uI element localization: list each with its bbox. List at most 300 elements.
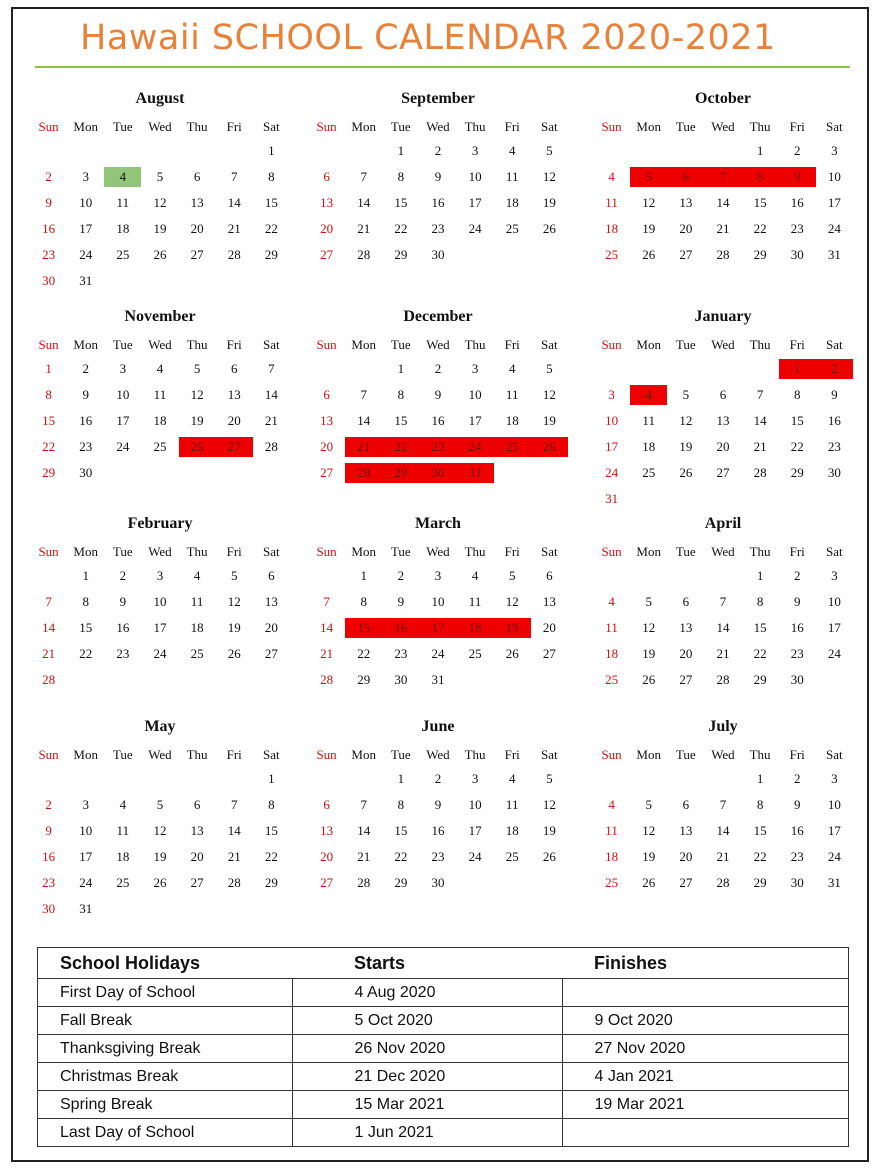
week-row	[593, 382, 853, 408]
weekday-label: Sun	[316, 337, 337, 352]
day-cell: 7	[719, 797, 727, 812]
day-cell: 18	[190, 620, 204, 635]
empty-cell	[593, 566, 630, 586]
weekday-label: Wed	[148, 544, 172, 559]
weekday-label: Tue	[112, 337, 133, 352]
weekday-label: Thu	[749, 119, 771, 134]
holiday-finish	[562, 1119, 849, 1147]
month-grid	[593, 116, 853, 268]
day-cell: 10	[468, 387, 482, 402]
weekday-label: Mon	[73, 747, 98, 762]
day-cell: 18	[642, 439, 656, 454]
empty-cell	[253, 670, 290, 690]
day-cell: 11	[116, 823, 130, 838]
day-cell: 4	[508, 143, 516, 158]
day-cell: 18	[505, 413, 519, 428]
day-cell: 26	[153, 247, 167, 262]
day-cell: 20	[227, 413, 241, 428]
day-cell: 20	[679, 646, 693, 661]
day-cell: 7	[230, 169, 238, 184]
weekday-label: Mon	[636, 747, 661, 762]
week-row	[593, 667, 853, 693]
day-cell: 16	[431, 823, 445, 838]
day-cell: 20	[320, 849, 334, 864]
day-cell: 5	[645, 594, 652, 609]
day-cell: 19	[642, 849, 656, 864]
day-cell: 14	[42, 620, 56, 635]
day-cell: 23	[419, 437, 456, 457]
day-cell: 8	[268, 797, 275, 812]
day-cell: 29	[382, 463, 419, 483]
day-cell: 15	[753, 620, 767, 635]
title-divider	[35, 66, 850, 68]
day-cell: 27	[320, 465, 334, 480]
week-row	[593, 138, 853, 164]
day-cell: 29	[753, 875, 767, 890]
week-row	[308, 382, 568, 408]
weekday-label: Tue	[675, 337, 696, 352]
weekday-label: Fri	[226, 337, 242, 352]
day-cell: 1	[360, 568, 367, 583]
weekday-header	[30, 116, 290, 138]
day-cell: 28	[716, 247, 730, 262]
weekday-label: Sun	[601, 119, 622, 134]
empty-cell	[779, 489, 816, 509]
day-cell: 15	[394, 823, 408, 838]
day-cell: 26	[542, 849, 556, 864]
day-cell: 5	[230, 568, 238, 583]
day-cell: 16	[431, 413, 445, 428]
day-cell: 11	[605, 823, 618, 838]
day-cell: 14	[357, 823, 371, 838]
day-cell: 17	[419, 618, 456, 638]
empty-cell	[593, 769, 630, 789]
month-grid	[30, 334, 290, 486]
day-cell: 15	[264, 195, 278, 210]
day-cell: 11	[605, 620, 618, 635]
weekday-label: Sat	[263, 337, 280, 352]
month-grid	[30, 116, 290, 294]
weekday-label: Fri	[226, 544, 242, 559]
weekday-label: Sat	[826, 337, 843, 352]
day-cell: 30	[394, 672, 408, 687]
day-cell: 13	[227, 387, 241, 402]
table-row	[38, 1063, 849, 1091]
day-cell: 8	[360, 594, 367, 609]
week-row	[593, 216, 853, 242]
month-name: September	[401, 90, 475, 107]
empty-cell	[816, 489, 853, 509]
day-cell: 9	[45, 823, 52, 838]
day-cell: 20	[190, 849, 204, 864]
day-cell: 6	[682, 797, 690, 812]
day-cell: 8	[397, 169, 405, 184]
day-cell: 6	[546, 568, 553, 583]
day-cell: 22	[753, 646, 767, 661]
week-row	[593, 615, 853, 641]
empty-cell	[531, 873, 568, 893]
day-cell: 26	[505, 646, 519, 661]
weekday-label: Sat	[541, 119, 558, 134]
weekday-label: Tue	[675, 747, 696, 762]
day-cell: 8	[756, 797, 764, 812]
day-cell: 20	[320, 439, 334, 454]
day-cell: 6	[268, 568, 275, 583]
day-cell: 24	[431, 646, 445, 661]
weekday-label: Sat	[263, 119, 280, 134]
day-cell: 1	[397, 143, 405, 158]
weekday-label: Sun	[316, 119, 337, 134]
empty-cell	[457, 873, 494, 893]
day-cell: 30	[790, 672, 804, 687]
empty-cell	[704, 489, 741, 509]
day-cell: 1	[268, 143, 275, 158]
day-cell: 28	[716, 672, 730, 687]
weekday-label: Fri	[789, 119, 805, 134]
month-september	[308, 90, 568, 300]
day-cell: 11	[468, 594, 482, 609]
day-cell: 2	[793, 143, 801, 158]
day-cell: 22	[79, 646, 93, 661]
day-cell: 6	[323, 797, 330, 812]
header-starts: Starts	[292, 948, 562, 979]
day-cell: 7	[360, 169, 367, 184]
day-cell: 9	[793, 594, 801, 609]
month-name: January	[694, 308, 752, 325]
empty-cell	[667, 566, 704, 586]
day-cell: 7	[719, 594, 727, 609]
day-cell: 30	[431, 247, 445, 262]
empty-cell	[494, 463, 531, 483]
day-cell: 17	[79, 221, 93, 236]
day-cell: 22	[753, 849, 767, 864]
month-name: August	[135, 90, 185, 107]
week-row	[30, 164, 290, 190]
day-cell: 14	[320, 620, 334, 635]
day-cell: 29	[264, 875, 278, 890]
day-cell: 10	[605, 413, 619, 428]
week-row	[30, 563, 290, 589]
day-cell: 5	[156, 169, 164, 184]
day-cell: 10	[79, 823, 93, 838]
day-cell: 23	[42, 247, 56, 262]
day-cell: 17	[468, 195, 482, 210]
day-cell: 12	[153, 195, 167, 210]
day-cell: 12	[642, 620, 656, 635]
weekday-label: Mon	[636, 544, 661, 559]
day-cell: 13	[190, 823, 204, 838]
day-cell: 14	[264, 387, 278, 402]
day-cell: 20	[679, 849, 693, 864]
empty-cell	[531, 670, 568, 690]
holiday-name: First Day of School	[38, 979, 293, 1007]
day-cell: 29	[394, 247, 408, 262]
empty-cell	[308, 141, 345, 161]
table-row	[38, 1007, 849, 1035]
weekday-label: Sat	[541, 747, 558, 762]
day-cell: 24	[605, 465, 619, 480]
day-cell: 18	[505, 823, 519, 838]
day-cell: 18	[116, 221, 130, 236]
day-cell: 9	[82, 387, 89, 402]
weekday-label: Mon	[351, 119, 376, 134]
day-cell: 25	[642, 465, 656, 480]
day-cell: 5	[546, 361, 553, 376]
day-cell: 17	[827, 620, 841, 635]
day-cell: 16	[79, 413, 93, 428]
weekday-label: Fri	[504, 544, 520, 559]
day-cell: 19	[542, 823, 556, 838]
day-cell: 10	[827, 797, 841, 812]
day-cell: 21	[357, 221, 371, 236]
day-cell: 19	[542, 413, 556, 428]
month-name: October	[695, 90, 751, 107]
weekday-label: Fri	[504, 119, 520, 134]
holiday-table-wrapper	[37, 947, 849, 1147]
holiday-start: 5 Oct 2020	[292, 1007, 562, 1035]
day-cell: 30	[42, 901, 56, 916]
day-cell: 24	[116, 439, 130, 454]
day-cell: 31	[827, 247, 841, 262]
empty-cell	[141, 769, 178, 789]
holiday-start: 1 Jun 2021	[292, 1119, 562, 1147]
week-row	[593, 164, 853, 190]
empty-cell	[104, 899, 141, 919]
day-cell: 25	[468, 646, 482, 661]
day-cell: 19	[190, 413, 204, 428]
weekday-label: Tue	[390, 747, 411, 762]
week-row	[30, 844, 290, 870]
week-row	[308, 641, 568, 667]
holiday-start: 15 Mar 2021	[292, 1091, 562, 1119]
day-cell: 15	[753, 195, 767, 210]
day-cell: 28	[716, 875, 730, 890]
weekday-header	[308, 541, 568, 563]
day-cell: 8	[397, 797, 405, 812]
day-cell: 3	[82, 169, 89, 184]
day-cell: 13	[542, 594, 556, 609]
day-cell: 28	[264, 439, 278, 454]
month-grid	[30, 744, 290, 922]
day-cell: 28	[753, 465, 767, 480]
week-row	[593, 434, 853, 460]
day-cell: 9	[779, 167, 816, 187]
weekday-label: Sat	[541, 544, 558, 559]
month-december	[308, 308, 568, 518]
day-cell: 25	[505, 849, 519, 864]
day-cell: 17	[827, 823, 841, 838]
day-cell: 1	[756, 568, 764, 583]
day-cell: 9	[434, 169, 442, 184]
empty-cell	[704, 359, 741, 379]
weekday-label: Wed	[148, 747, 172, 762]
day-cell: 11	[116, 195, 130, 210]
day-cell: 10	[827, 594, 841, 609]
day-cell: 4	[104, 167, 141, 187]
day-cell: 24	[827, 849, 841, 864]
header-finishes: Finishes	[562, 948, 849, 979]
week-row	[30, 896, 290, 922]
weekday-header	[593, 116, 853, 138]
day-cell: 29	[753, 247, 767, 262]
day-cell: 27	[716, 465, 730, 480]
day-cell: 16	[42, 849, 56, 864]
day-cell: 26	[642, 247, 656, 262]
weekday-label: Sun	[38, 119, 59, 134]
month-name: February	[127, 515, 193, 532]
empty-cell	[179, 271, 216, 291]
day-cell: 10	[468, 797, 482, 812]
day-cell: 2	[82, 361, 89, 376]
weekday-label: Mon	[351, 747, 376, 762]
empty-cell	[593, 359, 630, 379]
day-cell: 11	[505, 797, 519, 812]
page-title: Hawaii SCHOOL CALENDAR 2020-2021	[80, 18, 776, 58]
week-row	[308, 190, 568, 216]
day-cell: 13	[320, 823, 334, 838]
weekday-label: Sun	[316, 544, 337, 559]
day-cell: 26	[227, 646, 241, 661]
day-cell: 25	[494, 437, 531, 457]
weekday-header	[308, 334, 568, 356]
day-cell: 3	[434, 568, 442, 583]
week-row	[30, 216, 290, 242]
day-cell: 4	[608, 797, 615, 812]
month-january	[593, 308, 853, 518]
day-cell: 17	[79, 849, 93, 864]
day-cell: 21	[320, 646, 334, 661]
day-cell: 15	[345, 618, 382, 638]
weekday-label: Sat	[541, 337, 558, 352]
day-cell: 22	[790, 439, 804, 454]
empty-cell	[345, 359, 382, 379]
day-cell: 15	[42, 413, 56, 428]
week-row	[30, 460, 290, 486]
day-cell: 16	[116, 620, 130, 635]
day-cell: 8	[82, 594, 89, 609]
header-school-holidays: School Holidays	[38, 948, 293, 979]
day-cell: 11	[605, 195, 618, 210]
week-row	[308, 870, 568, 896]
day-cell: 6	[719, 387, 727, 402]
day-cell: 29	[790, 465, 804, 480]
day-cell: 19	[227, 620, 241, 635]
month-name: May	[144, 718, 176, 735]
week-row	[308, 216, 568, 242]
empty-cell	[104, 670, 141, 690]
day-cell: 5	[630, 167, 667, 187]
week-row	[30, 870, 290, 896]
empty-cell	[67, 141, 104, 161]
empty-cell	[531, 245, 568, 265]
day-cell: 2	[816, 359, 853, 379]
week-row	[308, 434, 568, 460]
day-cell: 11	[642, 413, 655, 428]
weekday-label: Mon	[73, 337, 98, 352]
day-cell: 26	[642, 672, 656, 687]
holiday-name: Spring Break	[38, 1091, 293, 1119]
weekday-label: Fri	[789, 337, 805, 352]
day-cell: 1	[82, 568, 89, 583]
weekday-header	[30, 541, 290, 563]
week-row	[30, 408, 290, 434]
weekday-label: Mon	[636, 119, 661, 134]
day-cell: 3	[471, 143, 479, 158]
empty-cell	[179, 899, 216, 919]
day-cell: 24	[79, 247, 93, 262]
day-cell: 31	[431, 672, 445, 687]
weekday-label: Sun	[601, 747, 622, 762]
day-cell: 19	[542, 195, 556, 210]
day-cell: 10	[116, 387, 130, 402]
table-row	[38, 1091, 849, 1119]
day-cell: 21	[227, 221, 241, 236]
empty-cell	[216, 899, 253, 919]
day-cell: 18	[605, 849, 619, 864]
day-cell: 14	[357, 413, 371, 428]
day-cell: 5	[193, 361, 201, 376]
weekday-label: Sun	[601, 337, 622, 352]
day-cell: 7	[230, 797, 238, 812]
day-cell: 18	[153, 413, 167, 428]
day-cell: 27	[320, 875, 334, 890]
day-cell: 4	[508, 361, 516, 376]
day-cell: 26	[679, 465, 693, 480]
day-cell: 17	[827, 195, 841, 210]
empty-cell	[345, 141, 382, 161]
month-grid	[308, 116, 568, 268]
day-cell: 13	[679, 620, 693, 635]
day-cell: 4	[508, 771, 516, 786]
day-cell: 23	[431, 221, 445, 236]
day-cell: 22	[394, 221, 408, 236]
day-cell: 27	[216, 437, 253, 457]
empty-cell	[104, 463, 141, 483]
day-cell: 1	[45, 361, 52, 376]
day-cell: 30	[790, 875, 804, 890]
table-row	[38, 1035, 849, 1063]
day-cell: 6	[667, 167, 704, 187]
week-row	[308, 844, 568, 870]
day-cell: 16	[790, 823, 804, 838]
day-cell: 1	[756, 771, 764, 786]
holiday-finish: 27 Nov 2020	[562, 1035, 849, 1063]
day-cell: 3	[608, 387, 615, 402]
week-row	[30, 615, 290, 641]
day-cell: 29	[357, 672, 371, 687]
week-row	[593, 190, 853, 216]
month-february	[30, 515, 290, 725]
day-cell: 23	[790, 221, 804, 236]
week-row	[593, 766, 853, 792]
day-cell: 9	[45, 195, 52, 210]
week-row	[308, 615, 568, 641]
day-cell: 5	[546, 143, 553, 158]
day-cell: 28	[357, 247, 371, 262]
week-row	[593, 641, 853, 667]
day-cell: 9	[434, 387, 442, 402]
day-cell: 18	[116, 849, 130, 864]
day-cell: 16	[827, 413, 841, 428]
empty-cell	[179, 463, 216, 483]
day-cell: 2	[434, 771, 442, 786]
holiday-name: Last Day of School	[38, 1119, 293, 1147]
week-row	[308, 164, 568, 190]
holiday-finish: 9 Oct 2020	[562, 1007, 849, 1035]
day-cell: 8	[756, 594, 764, 609]
day-cell: 6	[323, 169, 330, 184]
week-row	[308, 356, 568, 382]
